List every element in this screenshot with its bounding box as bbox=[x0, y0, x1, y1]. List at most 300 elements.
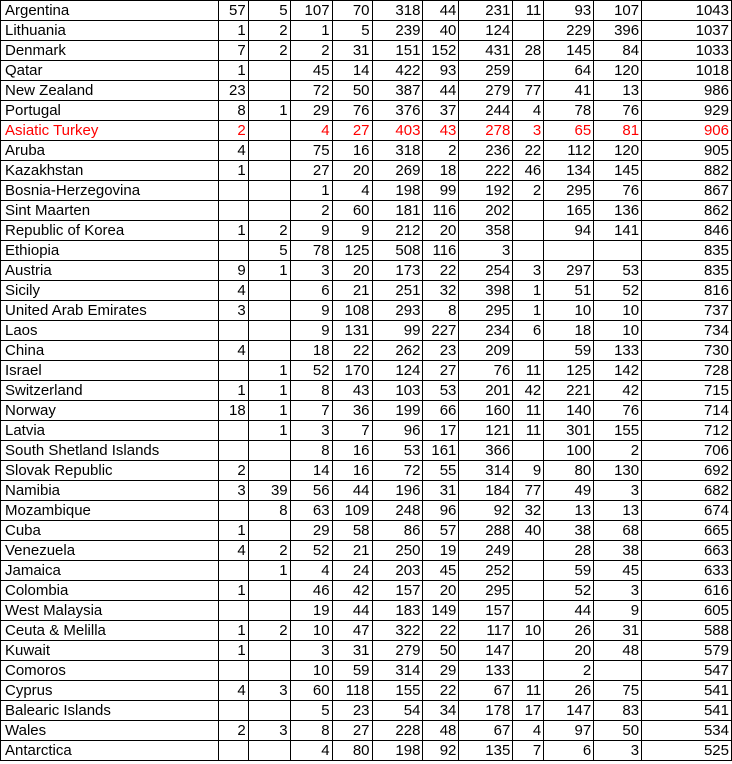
value-cell[interactable]: 16 bbox=[332, 461, 372, 481]
value-cell[interactable]: 173 bbox=[372, 261, 423, 281]
value-cell[interactable]: 48 bbox=[594, 641, 642, 661]
value-cell[interactable] bbox=[513, 441, 544, 461]
total-cell[interactable]: 706 bbox=[642, 441, 732, 461]
value-cell[interactable]: 236 bbox=[459, 141, 513, 161]
value-cell[interactable]: 8 bbox=[290, 441, 332, 461]
value-cell[interactable] bbox=[248, 701, 290, 721]
total-cell[interactable]: 1033 bbox=[642, 41, 732, 61]
value-cell[interactable]: 81 bbox=[594, 121, 642, 141]
value-cell[interactable]: 59 bbox=[332, 661, 372, 681]
value-cell[interactable]: 2 bbox=[248, 21, 290, 41]
value-cell[interactable] bbox=[218, 181, 248, 201]
value-cell[interactable]: 4 bbox=[218, 681, 248, 701]
value-cell[interactable]: 10 bbox=[544, 301, 594, 321]
value-cell[interactable]: 8 bbox=[290, 721, 332, 741]
total-cell[interactable]: 633 bbox=[642, 561, 732, 581]
value-cell[interactable] bbox=[248, 201, 290, 221]
value-cell[interactable]: 4 bbox=[218, 541, 248, 561]
value-cell[interactable]: 31 bbox=[332, 641, 372, 661]
value-cell[interactable]: 20 bbox=[332, 161, 372, 181]
value-cell[interactable]: 54 bbox=[372, 701, 423, 721]
value-cell[interactable]: 78 bbox=[290, 241, 332, 261]
total-cell[interactable]: 541 bbox=[642, 681, 732, 701]
value-cell[interactable]: 93 bbox=[544, 1, 594, 21]
value-cell[interactable]: 2 bbox=[513, 181, 544, 201]
table-row[interactable] bbox=[1, 381, 732, 401]
table-row[interactable] bbox=[1, 281, 732, 301]
country-name-cell[interactable]: Denmark bbox=[1, 41, 219, 61]
value-cell[interactable]: 6 bbox=[544, 741, 594, 761]
country-name-cell[interactable]: Colombia bbox=[1, 581, 219, 601]
value-cell[interactable]: 44 bbox=[544, 601, 594, 621]
value-cell[interactable]: 203 bbox=[372, 561, 423, 581]
value-cell[interactable]: 20 bbox=[332, 261, 372, 281]
country-name-cell[interactable]: Kazakhstan bbox=[1, 161, 219, 181]
value-cell[interactable]: 64 bbox=[544, 61, 594, 81]
total-cell[interactable]: 534 bbox=[642, 721, 732, 741]
value-cell[interactable]: 45 bbox=[290, 61, 332, 81]
value-cell[interactable]: 181 bbox=[372, 201, 423, 221]
country-name-cell[interactable]: Bosnia-Herzegovina bbox=[1, 181, 219, 201]
value-cell[interactable]: 178 bbox=[459, 701, 513, 721]
value-cell[interactable]: 3 bbox=[290, 261, 332, 281]
country-name-cell[interactable]: Venezuela bbox=[1, 541, 219, 561]
value-cell[interactable] bbox=[513, 61, 544, 81]
value-cell[interactable]: 23 bbox=[218, 81, 248, 101]
value-cell[interactable]: 22 bbox=[423, 621, 459, 641]
value-cell[interactable]: 3 bbox=[290, 641, 332, 661]
value-cell[interactable]: 249 bbox=[459, 541, 513, 561]
total-cell[interactable]: 541 bbox=[642, 701, 732, 721]
value-cell[interactable] bbox=[248, 141, 290, 161]
value-cell[interactable]: 1 bbox=[290, 181, 332, 201]
total-cell[interactable]: 835 bbox=[642, 261, 732, 281]
table-row[interactable] bbox=[1, 1, 732, 21]
value-cell[interactable] bbox=[513, 21, 544, 41]
value-cell[interactable]: 56 bbox=[290, 481, 332, 501]
value-cell[interactable]: 248 bbox=[372, 501, 423, 521]
value-cell[interactable]: 184 bbox=[459, 481, 513, 501]
value-cell[interactable]: 251 bbox=[372, 281, 423, 301]
value-cell[interactable]: 3 bbox=[218, 481, 248, 501]
value-cell[interactable]: 42 bbox=[594, 381, 642, 401]
value-cell[interactable]: 147 bbox=[544, 701, 594, 721]
value-cell[interactable]: 8 bbox=[218, 101, 248, 121]
value-cell[interactable] bbox=[218, 201, 248, 221]
value-cell[interactable]: 28 bbox=[513, 41, 544, 61]
value-cell[interactable]: 66 bbox=[423, 401, 459, 421]
value-cell[interactable]: 10 bbox=[594, 301, 642, 321]
value-cell[interactable] bbox=[513, 541, 544, 561]
value-cell[interactable]: 1 bbox=[218, 221, 248, 241]
table-row[interactable] bbox=[1, 361, 732, 381]
total-cell[interactable]: 862 bbox=[642, 201, 732, 221]
table-row[interactable] bbox=[1, 741, 732, 761]
value-cell[interactable]: 1 bbox=[248, 421, 290, 441]
value-cell[interactable]: 9 bbox=[290, 301, 332, 321]
value-cell[interactable]: 1 bbox=[218, 21, 248, 41]
value-cell[interactable]: 22 bbox=[513, 141, 544, 161]
value-cell[interactable]: 301 bbox=[544, 421, 594, 441]
value-cell[interactable]: 76 bbox=[594, 101, 642, 121]
value-cell[interactable]: 198 bbox=[372, 181, 423, 201]
value-cell[interactable]: 65 bbox=[544, 121, 594, 141]
value-cell[interactable] bbox=[513, 241, 544, 261]
value-cell[interactable]: 70 bbox=[332, 1, 372, 21]
table-row[interactable] bbox=[1, 641, 732, 661]
value-cell[interactable]: 318 bbox=[372, 141, 423, 161]
country-name-cell[interactable]: Sint Maarten bbox=[1, 201, 219, 221]
value-cell[interactable]: 99 bbox=[372, 321, 423, 341]
value-cell[interactable]: 1 bbox=[218, 581, 248, 601]
value-cell[interactable]: 155 bbox=[594, 421, 642, 441]
value-cell[interactable]: 157 bbox=[459, 601, 513, 621]
value-cell[interactable]: 20 bbox=[544, 641, 594, 661]
value-cell[interactable]: 198 bbox=[372, 741, 423, 761]
value-cell[interactable]: 124 bbox=[372, 361, 423, 381]
value-cell[interactable] bbox=[594, 241, 642, 261]
total-cell[interactable]: 525 bbox=[642, 741, 732, 761]
value-cell[interactable]: 13 bbox=[594, 501, 642, 521]
value-cell[interactable]: 19 bbox=[423, 541, 459, 561]
value-cell[interactable]: 67 bbox=[459, 721, 513, 741]
country-name-cell[interactable]: Wales bbox=[1, 721, 219, 741]
value-cell[interactable]: 192 bbox=[459, 181, 513, 201]
value-cell[interactable] bbox=[248, 161, 290, 181]
value-cell[interactable] bbox=[513, 581, 544, 601]
value-cell[interactable]: 201 bbox=[459, 381, 513, 401]
value-cell[interactable]: 40 bbox=[423, 21, 459, 41]
table-row[interactable] bbox=[1, 461, 732, 481]
value-cell[interactable]: 72 bbox=[372, 461, 423, 481]
value-cell[interactable]: 1 bbox=[248, 361, 290, 381]
table-row[interactable] bbox=[1, 441, 732, 461]
value-cell[interactable] bbox=[544, 241, 594, 261]
value-cell[interactable]: 322 bbox=[372, 621, 423, 641]
value-cell[interactable]: 120 bbox=[594, 61, 642, 81]
value-cell[interactable]: 80 bbox=[544, 461, 594, 481]
table-row[interactable] bbox=[1, 581, 732, 601]
country-name-cell[interactable]: Austria bbox=[1, 261, 219, 281]
value-cell[interactable]: 431 bbox=[459, 41, 513, 61]
table-row[interactable] bbox=[1, 401, 732, 421]
table-row[interactable] bbox=[1, 241, 732, 261]
value-cell[interactable]: 24 bbox=[332, 561, 372, 581]
value-cell[interactable]: 77 bbox=[513, 81, 544, 101]
value-cell[interactable]: 295 bbox=[544, 181, 594, 201]
value-cell[interactable]: 125 bbox=[332, 241, 372, 261]
value-cell[interactable] bbox=[218, 321, 248, 341]
value-cell[interactable] bbox=[513, 661, 544, 681]
value-cell[interactable]: 422 bbox=[372, 61, 423, 81]
value-cell[interactable]: 2 bbox=[248, 221, 290, 241]
value-cell[interactable]: 1 bbox=[248, 381, 290, 401]
value-cell[interactable]: 3 bbox=[218, 301, 248, 321]
value-cell[interactable]: 7 bbox=[290, 401, 332, 421]
value-cell[interactable]: 157 bbox=[372, 581, 423, 601]
value-cell[interactable] bbox=[218, 741, 248, 761]
value-cell[interactable]: 161 bbox=[423, 441, 459, 461]
total-cell[interactable]: 835 bbox=[642, 241, 732, 261]
value-cell[interactable]: 76 bbox=[594, 181, 642, 201]
value-cell[interactable]: 29 bbox=[423, 661, 459, 681]
value-cell[interactable]: 49 bbox=[544, 481, 594, 501]
value-cell[interactable]: 141 bbox=[594, 221, 642, 241]
value-cell[interactable] bbox=[513, 601, 544, 621]
value-cell[interactable]: 9 bbox=[513, 461, 544, 481]
country-name-cell[interactable]: Qatar bbox=[1, 61, 219, 81]
value-cell[interactable]: 32 bbox=[513, 501, 544, 521]
table-row[interactable] bbox=[1, 541, 732, 561]
total-cell[interactable]: 715 bbox=[642, 381, 732, 401]
total-cell[interactable]: 730 bbox=[642, 341, 732, 361]
value-cell[interactable]: 22 bbox=[332, 341, 372, 361]
total-cell[interactable]: 929 bbox=[642, 101, 732, 121]
value-cell[interactable]: 50 bbox=[594, 721, 642, 741]
value-cell[interactable]: 165 bbox=[544, 201, 594, 221]
value-cell[interactable]: 44 bbox=[423, 81, 459, 101]
value-cell[interactable]: 18 bbox=[544, 321, 594, 341]
value-cell[interactable]: 58 bbox=[332, 521, 372, 541]
value-cell[interactable]: 288 bbox=[459, 521, 513, 541]
value-cell[interactable]: 140 bbox=[544, 401, 594, 421]
country-name-cell[interactable]: Latvia bbox=[1, 421, 219, 441]
value-cell[interactable]: 10 bbox=[513, 621, 544, 641]
value-cell[interactable]: 72 bbox=[290, 81, 332, 101]
country-name-cell[interactable]: Jamaica bbox=[1, 561, 219, 581]
value-cell[interactable]: 196 bbox=[372, 481, 423, 501]
value-cell[interactable] bbox=[248, 121, 290, 141]
value-cell[interactable]: 19 bbox=[290, 601, 332, 621]
value-cell[interactable]: 118 bbox=[332, 681, 372, 701]
value-cell[interactable]: 44 bbox=[332, 481, 372, 501]
value-cell[interactable]: 8 bbox=[290, 381, 332, 401]
value-cell[interactable]: 314 bbox=[372, 661, 423, 681]
value-cell[interactable]: 3 bbox=[513, 121, 544, 141]
value-cell[interactable]: 50 bbox=[423, 641, 459, 661]
value-cell[interactable]: 3 bbox=[290, 421, 332, 441]
value-cell[interactable]: 42 bbox=[332, 581, 372, 601]
value-cell[interactable]: 63 bbox=[290, 501, 332, 521]
value-cell[interactable]: 18 bbox=[423, 161, 459, 181]
value-cell[interactable]: 2 bbox=[218, 461, 248, 481]
total-cell[interactable]: 682 bbox=[642, 481, 732, 501]
table-row[interactable] bbox=[1, 421, 732, 441]
value-cell[interactable]: 4 bbox=[290, 741, 332, 761]
value-cell[interactable]: 46 bbox=[513, 161, 544, 181]
value-cell[interactable]: 21 bbox=[332, 541, 372, 561]
value-cell[interactable]: 1 bbox=[248, 261, 290, 281]
value-cell[interactable]: 23 bbox=[332, 701, 372, 721]
value-cell[interactable] bbox=[248, 341, 290, 361]
table-row[interactable] bbox=[1, 161, 732, 181]
value-cell[interactable]: 18 bbox=[290, 341, 332, 361]
value-cell[interactable]: 83 bbox=[594, 701, 642, 721]
value-cell[interactable]: 47 bbox=[332, 621, 372, 641]
value-cell[interactable]: 94 bbox=[544, 221, 594, 241]
table-row[interactable] bbox=[1, 81, 732, 101]
value-cell[interactable]: 295 bbox=[459, 301, 513, 321]
country-name-cell[interactable]: Cyprus bbox=[1, 681, 219, 701]
total-cell[interactable]: 737 bbox=[642, 301, 732, 321]
value-cell[interactable] bbox=[218, 421, 248, 441]
value-cell[interactable]: 8 bbox=[248, 501, 290, 521]
value-cell[interactable]: 1 bbox=[218, 521, 248, 541]
total-cell[interactable]: 816 bbox=[642, 281, 732, 301]
value-cell[interactable]: 59 bbox=[544, 341, 594, 361]
value-cell[interactable] bbox=[248, 601, 290, 621]
table-row[interactable] bbox=[1, 701, 732, 721]
value-cell[interactable]: 20 bbox=[423, 581, 459, 601]
value-cell[interactable]: 27 bbox=[332, 121, 372, 141]
total-cell[interactable]: 663 bbox=[642, 541, 732, 561]
value-cell[interactable]: 77 bbox=[513, 481, 544, 501]
value-cell[interactable]: 60 bbox=[290, 681, 332, 701]
value-cell[interactable]: 4 bbox=[218, 281, 248, 301]
value-cell[interactable]: 142 bbox=[594, 361, 642, 381]
value-cell[interactable]: 17 bbox=[423, 421, 459, 441]
value-cell[interactable]: 2 bbox=[218, 121, 248, 141]
country-name-cell[interactable]: China bbox=[1, 341, 219, 361]
country-name-cell[interactable]: Cuba bbox=[1, 521, 219, 541]
value-cell[interactable]: 152 bbox=[423, 41, 459, 61]
table-row[interactable] bbox=[1, 621, 732, 641]
value-cell[interactable]: 396 bbox=[594, 21, 642, 41]
value-cell[interactable]: 44 bbox=[332, 601, 372, 621]
total-cell[interactable]: 588 bbox=[642, 621, 732, 641]
value-cell[interactable] bbox=[218, 441, 248, 461]
value-cell[interactable] bbox=[248, 281, 290, 301]
value-cell[interactable]: 16 bbox=[332, 141, 372, 161]
table-row[interactable] bbox=[1, 41, 732, 61]
value-cell[interactable]: 107 bbox=[290, 1, 332, 21]
value-cell[interactable]: 22 bbox=[423, 261, 459, 281]
country-name-cell[interactable]: Antarctica bbox=[1, 741, 219, 761]
value-cell[interactable]: 5 bbox=[332, 21, 372, 41]
value-cell[interactable]: 4 bbox=[218, 341, 248, 361]
country-name-cell[interactable]: Switzerland bbox=[1, 381, 219, 401]
value-cell[interactable]: 227 bbox=[423, 321, 459, 341]
country-name-cell[interactable]: Ethiopia bbox=[1, 241, 219, 261]
value-cell[interactable]: 1 bbox=[248, 561, 290, 581]
value-cell[interactable]: 250 bbox=[372, 541, 423, 561]
value-cell[interactable]: 297 bbox=[544, 261, 594, 281]
value-cell[interactable]: 53 bbox=[372, 441, 423, 461]
value-cell[interactable]: 4 bbox=[290, 561, 332, 581]
value-cell[interactable]: 9 bbox=[290, 221, 332, 241]
value-cell[interactable]: 3 bbox=[513, 261, 544, 281]
value-cell[interactable]: 2 bbox=[248, 41, 290, 61]
country-name-cell[interactable]: Slovak Republic bbox=[1, 461, 219, 481]
value-cell[interactable]: 86 bbox=[372, 521, 423, 541]
value-cell[interactable]: 135 bbox=[459, 741, 513, 761]
value-cell[interactable]: 149 bbox=[423, 601, 459, 621]
value-cell[interactable]: 29 bbox=[290, 101, 332, 121]
total-cell[interactable]: 579 bbox=[642, 641, 732, 661]
value-cell[interactable]: 10 bbox=[290, 621, 332, 641]
total-cell[interactable]: 714 bbox=[642, 401, 732, 421]
value-cell[interactable]: 120 bbox=[594, 141, 642, 161]
value-cell[interactable]: 136 bbox=[594, 201, 642, 221]
value-cell[interactable]: 244 bbox=[459, 101, 513, 121]
value-cell[interactable]: 52 bbox=[290, 361, 332, 381]
value-cell[interactable] bbox=[218, 361, 248, 381]
value-cell[interactable]: 6 bbox=[290, 281, 332, 301]
value-cell[interactable]: 55 bbox=[423, 461, 459, 481]
value-cell[interactable]: 212 bbox=[372, 221, 423, 241]
value-cell[interactable]: 80 bbox=[332, 741, 372, 761]
value-cell[interactable]: 183 bbox=[372, 601, 423, 621]
value-cell[interactable] bbox=[513, 221, 544, 241]
value-cell[interactable]: 1 bbox=[248, 101, 290, 121]
value-cell[interactable]: 67 bbox=[459, 681, 513, 701]
value-cell[interactable]: 9 bbox=[218, 261, 248, 281]
value-cell[interactable]: 160 bbox=[459, 401, 513, 421]
value-cell[interactable]: 112 bbox=[544, 141, 594, 161]
value-cell[interactable]: 3 bbox=[594, 481, 642, 501]
value-cell[interactable]: 130 bbox=[594, 461, 642, 481]
table-row[interactable] bbox=[1, 521, 732, 541]
value-cell[interactable]: 9 bbox=[332, 221, 372, 241]
country-name-cell[interactable]: Laos bbox=[1, 321, 219, 341]
total-cell[interactable]: 1018 bbox=[642, 61, 732, 81]
value-cell[interactable]: 53 bbox=[594, 261, 642, 281]
value-cell[interactable]: 314 bbox=[459, 461, 513, 481]
value-cell[interactable]: 31 bbox=[594, 621, 642, 641]
value-cell[interactable]: 1 bbox=[248, 401, 290, 421]
value-cell[interactable]: 1 bbox=[218, 161, 248, 181]
value-cell[interactable]: 99 bbox=[423, 181, 459, 201]
value-cell[interactable]: 42 bbox=[513, 381, 544, 401]
value-cell[interactable]: 124 bbox=[459, 21, 513, 41]
country-name-cell[interactable]: Republic of Korea bbox=[1, 221, 219, 241]
value-cell[interactable]: 231 bbox=[459, 1, 513, 21]
value-cell[interactable] bbox=[248, 661, 290, 681]
value-cell[interactable]: 279 bbox=[459, 81, 513, 101]
value-cell[interactable]: 278 bbox=[459, 121, 513, 141]
value-cell[interactable]: 20 bbox=[423, 221, 459, 241]
value-cell[interactable]: 259 bbox=[459, 61, 513, 81]
value-cell[interactable]: 51 bbox=[544, 281, 594, 301]
value-cell[interactable]: 239 bbox=[372, 21, 423, 41]
value-cell[interactable]: 155 bbox=[372, 681, 423, 701]
value-cell[interactable]: 376 bbox=[372, 101, 423, 121]
value-cell[interactable]: 76 bbox=[332, 101, 372, 121]
value-cell[interactable]: 7 bbox=[218, 41, 248, 61]
value-cell[interactable]: 23 bbox=[423, 341, 459, 361]
value-cell[interactable]: 222 bbox=[459, 161, 513, 181]
value-cell[interactable]: 2 bbox=[248, 621, 290, 641]
value-cell[interactable]: 108 bbox=[332, 301, 372, 321]
value-cell[interactable]: 39 bbox=[248, 481, 290, 501]
value-cell[interactable]: 133 bbox=[459, 661, 513, 681]
value-cell[interactable]: 293 bbox=[372, 301, 423, 321]
table-row[interactable] bbox=[1, 181, 732, 201]
value-cell[interactable] bbox=[218, 701, 248, 721]
value-cell[interactable]: 4 bbox=[218, 141, 248, 161]
table-row[interactable] bbox=[1, 221, 732, 241]
country-name-cell[interactable]: Asiatic Turkey bbox=[1, 121, 219, 141]
value-cell[interactable]: 7 bbox=[332, 421, 372, 441]
value-cell[interactable]: 134 bbox=[544, 161, 594, 181]
table-row[interactable] bbox=[1, 61, 732, 81]
value-cell[interactable]: 1 bbox=[218, 621, 248, 641]
value-cell[interactable] bbox=[248, 641, 290, 661]
value-cell[interactable] bbox=[513, 201, 544, 221]
total-cell[interactable]: 692 bbox=[642, 461, 732, 481]
value-cell[interactable]: 1 bbox=[218, 641, 248, 661]
value-cell[interactable]: 11 bbox=[513, 1, 544, 21]
